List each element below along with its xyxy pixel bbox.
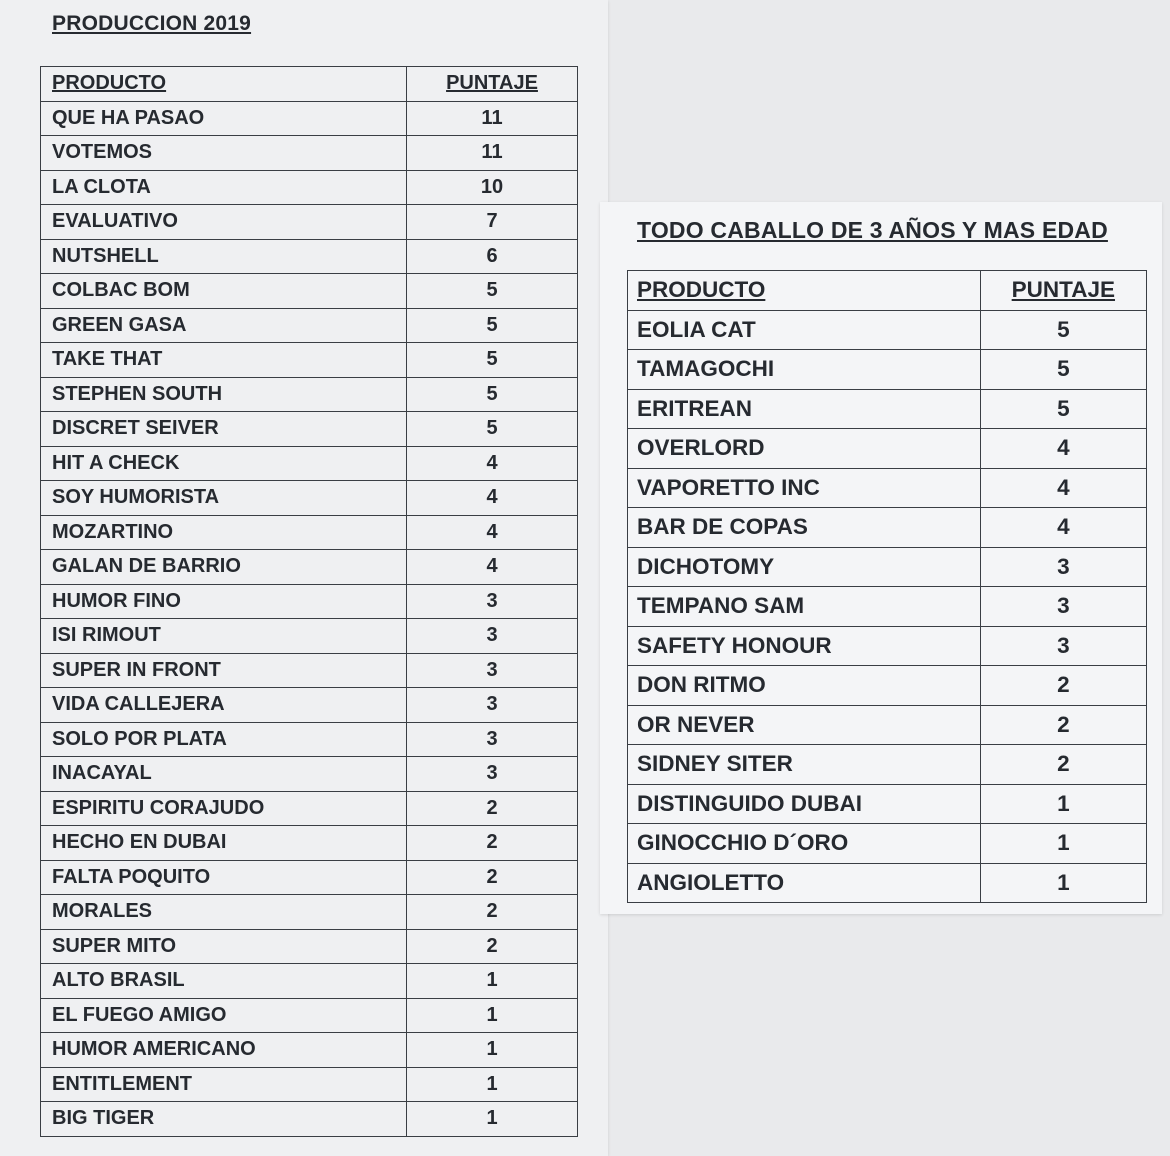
score-cell: 2	[407, 929, 578, 964]
product-name-cell: SUPER MITO	[41, 929, 407, 964]
table-row	[41, 860, 578, 895]
table-row	[41, 481, 578, 516]
right-score-table	[627, 270, 1147, 903]
product-column-header: PRODUCTO	[41, 67, 407, 102]
score-cell: 5	[407, 308, 578, 343]
product-name-cell: DON RITMO	[628, 666, 981, 706]
product-name-cell: COLBAC BOM	[41, 274, 407, 309]
product-name-cell: ANGIOLETTO	[628, 863, 981, 903]
table-row	[41, 1067, 578, 1102]
table-row	[41, 239, 578, 274]
table-row	[41, 412, 578, 447]
product-name-cell: TEMPANO SAM	[628, 587, 981, 627]
table-row	[628, 705, 1147, 745]
product-name-cell: GREEN GASA	[41, 308, 407, 343]
table-row	[628, 547, 1147, 587]
product-name-cell: ERITREAN	[628, 389, 981, 429]
product-name-cell: VIDA CALLEJERA	[41, 688, 407, 723]
product-name-cell: HIT A CHECK	[41, 446, 407, 481]
score-cell: 2	[407, 791, 578, 826]
table-row	[41, 964, 578, 999]
right-table-title: TODO CABALLO DE 3 AÑOS Y MAS EDAD	[637, 217, 1108, 243]
product-name-cell: ESPIRITU CORAJUDO	[41, 791, 407, 826]
product-name-cell: SUPER IN FRONT	[41, 653, 407, 688]
table-row	[41, 998, 578, 1033]
table-row	[41, 791, 578, 826]
score-cell: 5	[407, 343, 578, 378]
score-cell: 1	[407, 998, 578, 1033]
product-name-cell: SOLO POR PLATA	[41, 722, 407, 757]
product-column-header: PRODUCTO	[628, 271, 981, 311]
product-name-cell: FALTA POQUITO	[41, 860, 407, 895]
score-cell: 4	[407, 515, 578, 550]
table-row	[41, 584, 578, 619]
score-cell: 4	[407, 550, 578, 585]
table-row	[628, 350, 1147, 390]
table-row	[41, 136, 578, 171]
product-name-cell: GINOCCHIO D´ORO	[628, 824, 981, 864]
product-name-cell: EVALUATIVO	[41, 205, 407, 240]
score-cell: 3	[407, 584, 578, 619]
table-row	[41, 377, 578, 412]
score-cell: 7	[407, 205, 578, 240]
score-cell: 2	[980, 745, 1146, 785]
table-row	[41, 446, 578, 481]
table-row	[628, 863, 1147, 903]
score-cell: 11	[407, 136, 578, 171]
product-name-cell: HUMOR FINO	[41, 584, 407, 619]
score-cell: 3	[407, 757, 578, 792]
product-name-cell: SIDNEY SITER	[628, 745, 981, 785]
product-name-cell: GALAN DE BARRIO	[41, 550, 407, 585]
score-cell: 3	[407, 653, 578, 688]
score-cell: 5	[407, 274, 578, 309]
table-header-row	[628, 271, 1147, 311]
score-cell: 4	[407, 446, 578, 481]
table-row	[628, 745, 1147, 785]
product-name-cell: OVERLORD	[628, 429, 981, 469]
score-cell: 2	[407, 860, 578, 895]
product-name-cell: VOTEMOS	[41, 136, 407, 171]
score-cell: 10	[407, 170, 578, 205]
product-name-cell: HECHO EN DUBAI	[41, 826, 407, 861]
table-row	[41, 1033, 578, 1068]
product-name-cell: SOY HUMORISTA	[41, 481, 407, 516]
table-row	[41, 929, 578, 964]
table-row	[41, 826, 578, 861]
score-cell: 3	[980, 626, 1146, 666]
score-cell: 4	[407, 481, 578, 516]
product-name-cell: ENTITLEMENT	[41, 1067, 407, 1102]
right-sheet	[600, 202, 1162, 914]
score-column-header: PUNTAJE	[407, 67, 578, 102]
product-name-cell: BAR DE COPAS	[628, 508, 981, 548]
table-row	[41, 722, 578, 757]
score-cell: 4	[980, 508, 1146, 548]
score-cell: 1	[980, 863, 1146, 903]
table-row	[41, 205, 578, 240]
score-cell: 2	[407, 826, 578, 861]
product-name-cell: MORALES	[41, 895, 407, 930]
product-name-cell: DISCRET SEIVER	[41, 412, 407, 447]
score-cell: 1	[407, 1067, 578, 1102]
table-row	[628, 508, 1147, 548]
product-name-cell: TAMAGOCHI	[628, 350, 981, 390]
score-cell: 5	[407, 412, 578, 447]
product-name-cell: OR NEVER	[628, 705, 981, 745]
product-name-cell: BIG TIGER	[41, 1102, 407, 1137]
product-name-cell: VAPORETTO INC	[628, 468, 981, 508]
score-cell: 1	[407, 1102, 578, 1137]
table-row	[628, 310, 1147, 350]
product-name-cell: HUMOR AMERICANO	[41, 1033, 407, 1068]
table-row	[41, 101, 578, 136]
left-score-table	[40, 66, 578, 1137]
score-cell: 5	[980, 350, 1146, 390]
product-name-cell: ISI RIMOUT	[41, 619, 407, 654]
table-row	[41, 170, 578, 205]
table-row	[628, 666, 1147, 706]
product-name-cell: EL FUEGO AMIGO	[41, 998, 407, 1033]
left-table-title: PRODUCCION 2019	[52, 12, 252, 35]
product-name-cell: LA CLOTA	[41, 170, 407, 205]
product-name-cell: EOLIA CAT	[628, 310, 981, 350]
table-header-row	[41, 67, 578, 102]
table-row	[41, 515, 578, 550]
table-row	[41, 619, 578, 654]
table-row	[628, 429, 1147, 469]
score-cell: 2	[407, 895, 578, 930]
table-row	[628, 784, 1147, 824]
score-cell: 4	[980, 429, 1146, 469]
score-cell: 3	[407, 722, 578, 757]
table-row	[41, 550, 578, 585]
score-cell: 3	[980, 587, 1146, 627]
score-cell: 4	[980, 468, 1146, 508]
score-cell: 6	[407, 239, 578, 274]
table-row	[41, 688, 578, 723]
product-name-cell: ALTO BRASIL	[41, 964, 407, 999]
score-column-header: PUNTAJE	[980, 271, 1146, 311]
score-cell: 2	[980, 666, 1146, 706]
score-cell: 1	[980, 824, 1146, 864]
table-row	[628, 587, 1147, 627]
score-cell: 2	[980, 705, 1146, 745]
score-cell: 5	[407, 377, 578, 412]
table-row	[41, 895, 578, 930]
product-name-cell: QUE HA PASAO	[41, 101, 407, 136]
table-row	[41, 1102, 578, 1137]
product-name-cell: DICHOTOMY	[628, 547, 981, 587]
table-row	[628, 389, 1147, 429]
table-row	[41, 343, 578, 378]
score-cell: 3	[407, 619, 578, 654]
score-cell: 11	[407, 101, 578, 136]
score-cell: 1	[980, 784, 1146, 824]
product-name-cell: DISTINGUIDO DUBAI	[628, 784, 981, 824]
score-cell: 5	[980, 310, 1146, 350]
table-row	[628, 468, 1147, 508]
product-name-cell: TAKE THAT	[41, 343, 407, 378]
product-name-cell: STEPHEN SOUTH	[41, 377, 407, 412]
product-name-cell: INACAYAL	[41, 757, 407, 792]
table-row	[628, 626, 1147, 666]
product-name-cell: NUTSHELL	[41, 239, 407, 274]
table-row	[41, 653, 578, 688]
score-cell: 1	[407, 1033, 578, 1068]
table-row	[41, 274, 578, 309]
table-row	[41, 308, 578, 343]
table-row	[628, 824, 1147, 864]
score-cell: 3	[980, 547, 1146, 587]
table-row	[41, 757, 578, 792]
score-cell: 5	[980, 389, 1146, 429]
product-name-cell: MOZARTINO	[41, 515, 407, 550]
score-cell: 3	[407, 688, 578, 723]
product-name-cell: SAFETY HONOUR	[628, 626, 981, 666]
score-cell: 1	[407, 964, 578, 999]
